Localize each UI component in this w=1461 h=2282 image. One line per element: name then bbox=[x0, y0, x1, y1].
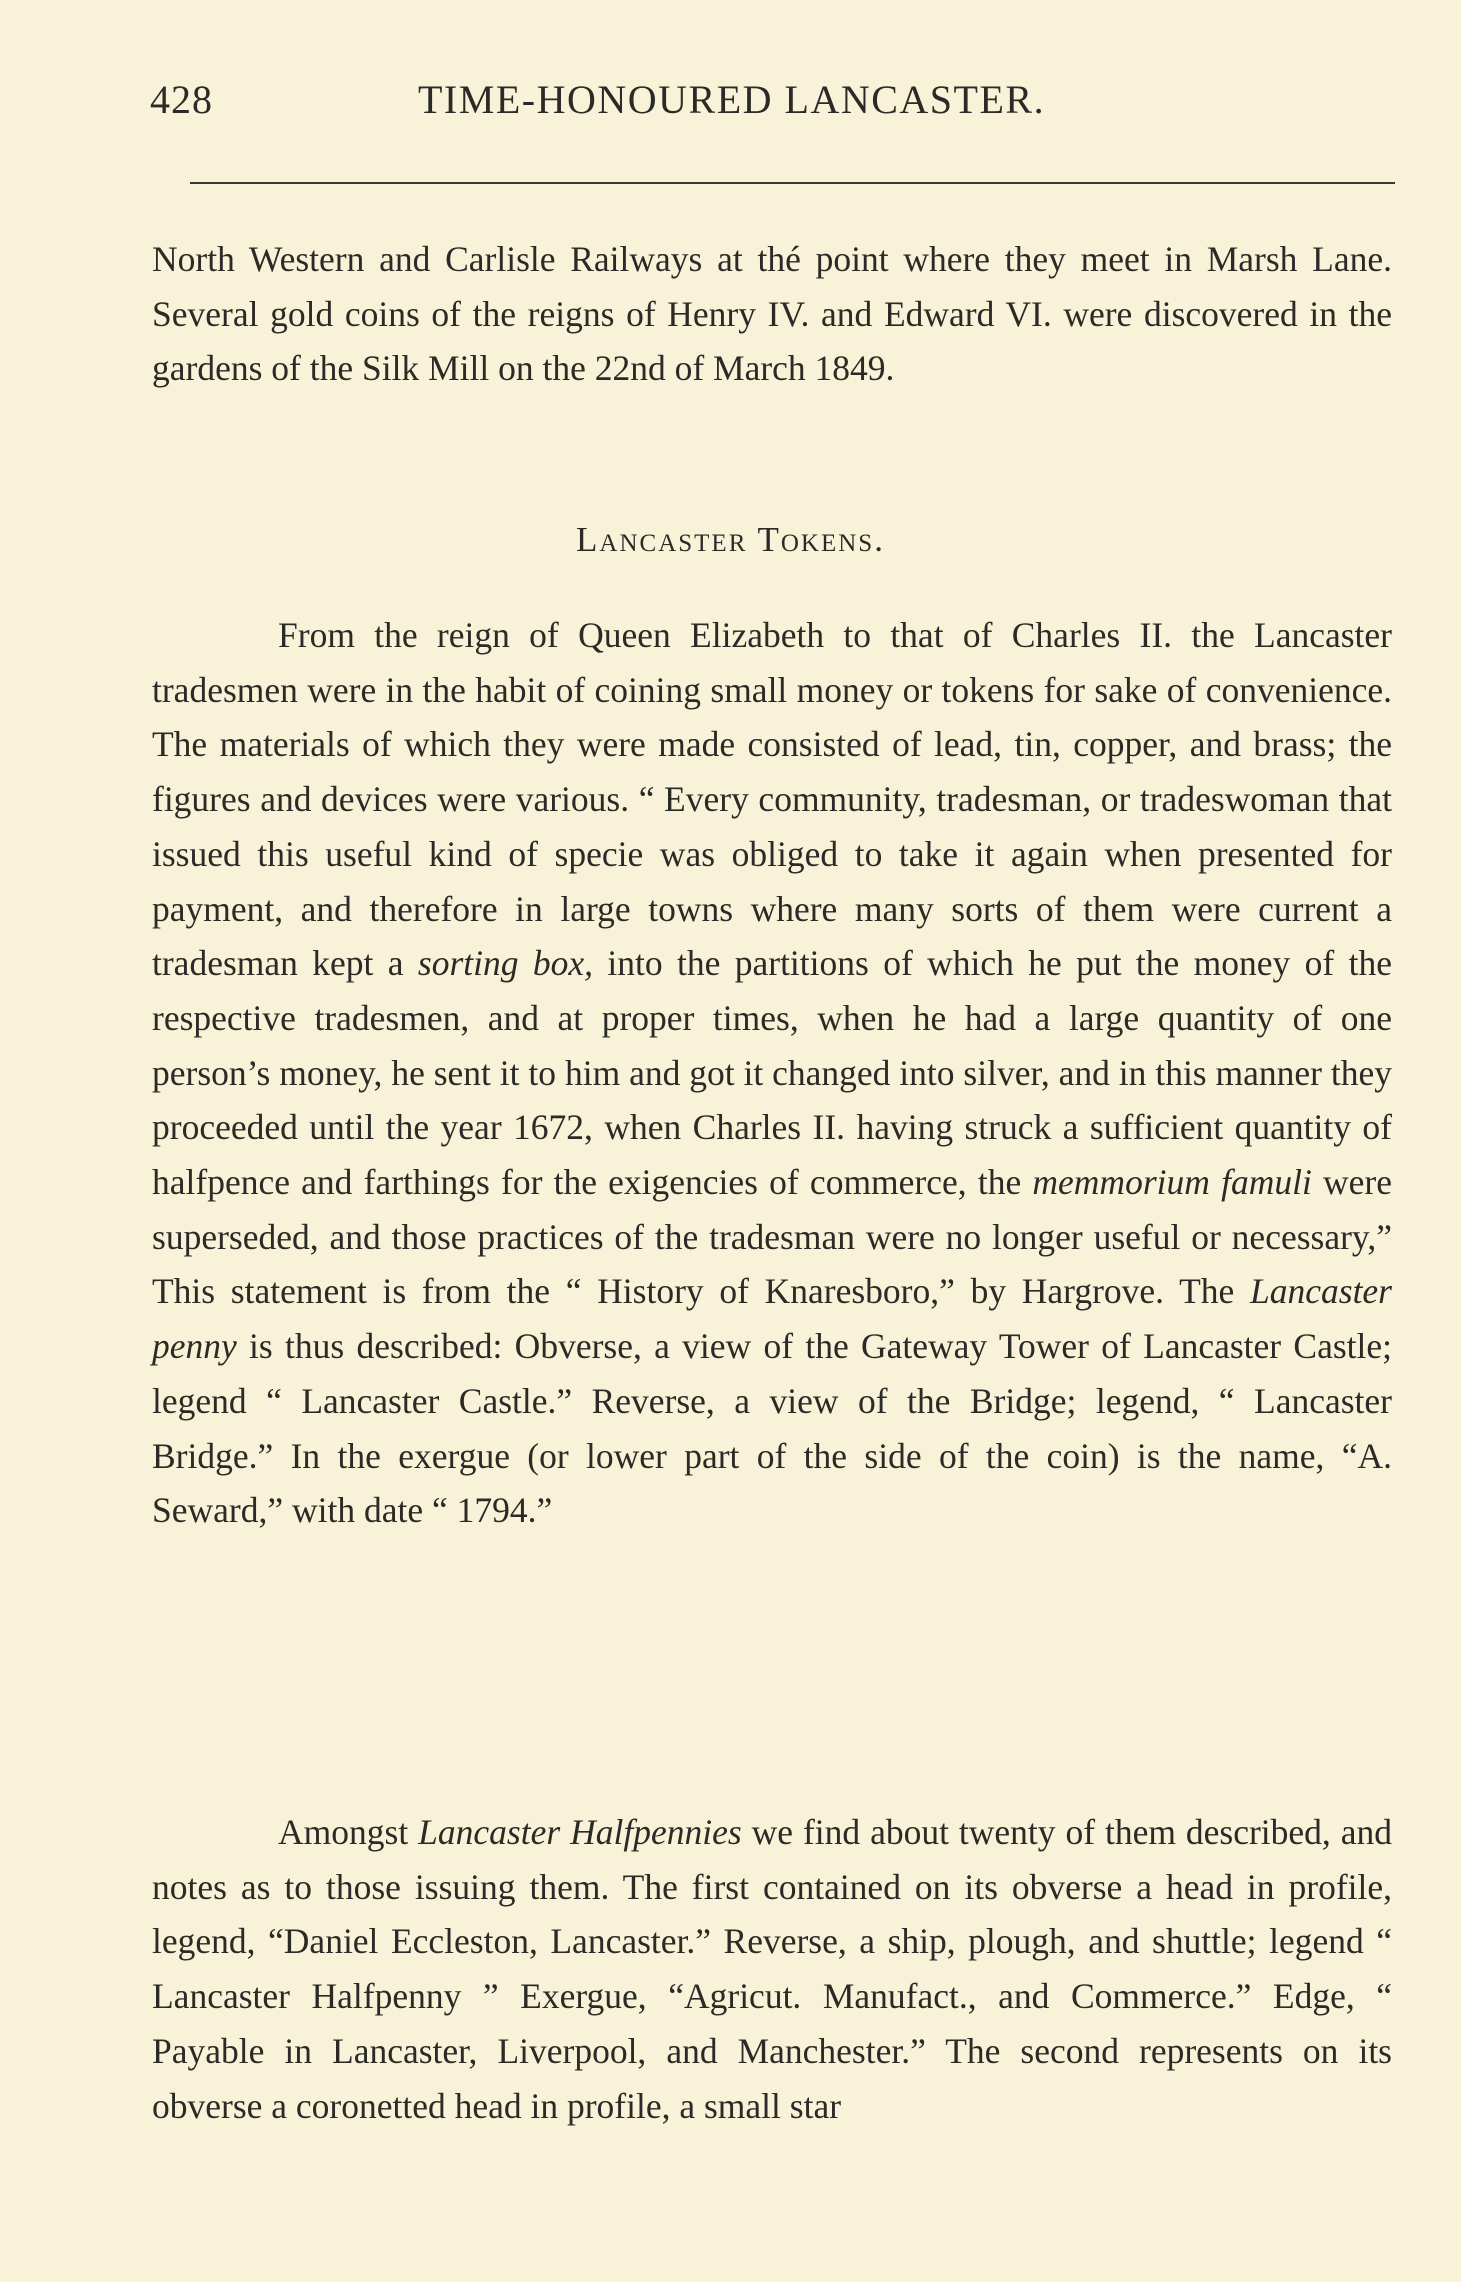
paragraph-text: North Western and Carlisle Railways at thé point where they meet in Marsh Lane. Several gold coins of the reigns of Henry IV. and Edward VI. were discovered in the gardens of the Silk Mill on the 22nd of March 1849. bbox=[152, 239, 1392, 389]
paragraph-text: Amongst bbox=[278, 1812, 419, 1852]
paragraph-halfpennies bbox=[152, 1805, 1392, 2133]
paragraph-railways bbox=[152, 232, 1392, 396]
running-title: TIME-HONOURED LANCASTER. bbox=[418, 77, 1046, 122]
italic-term: Lancaster penny bbox=[152, 1271, 1392, 1367]
paragraph-tokens bbox=[152, 608, 1392, 1538]
italic-term: memmorium famuli bbox=[1032, 1162, 1312, 1203]
paragraph-text: is thus described: Obverse, a view of the Gateway Tower of Lancaster Castle; legend “ Lancaster Castle.” Reverse, a view of the Bridge; legend, “ Lancaster Bridge.” In the exergue (or lower part of the side of the coin) is the name, “A. Seward,” with date “ 1794.” bbox=[152, 1326, 1392, 1531]
paragraph-text: From the reign of Queen Elizabeth to that of Charles II. the Lancaster tradesmen were in the habit of coining small money or tokens for sake of convenience. The materials of which they were made consisted of lead, tin, copper, and brass; the figures and devices were various. “ Every community, tradesman, or tradeswoman that issued this useful kind of specie was obliged to take it again when presented for payment, and therefore in large towns where many sorts of them were current a tradesman kept a bbox=[152, 615, 1392, 984]
paragraph-text: were superseded, and those practices of the tradesman were no longer useful or necessary,” This statement is from the “ History of Knaresboro,” by Hargrove. The bbox=[152, 1162, 1392, 1312]
paragraph-text: into the partitions of which he put the money of the respective tradesmen, and at proper times, when he had a large quantity of one person’s money, he sent it to him and got it changed into silver, and in this manner they proceeded until the year 1672, when Charles II. having struck a sufficient quantity of halfpence and farthings for the exigencies of commerce, the bbox=[152, 943, 1392, 1203]
italic-term: sorting box, bbox=[417, 943, 594, 984]
header-rule bbox=[190, 182, 1395, 184]
section-heading: Lancaster Tokens. bbox=[576, 520, 885, 559]
paragraph-text: we find about twenty of them described, and notes as to those issuing them. The first contained on its obverse a head in profile, legend, “Daniel Eccleston, Lancaster.” Reverse, a ship, plough, and shuttle; legend “ Lancaster Halfpenny ” Exergue, “Agricut. Manufact., and Commerce.” Edge, “ Payable in Lancaster, Liverpool, and Manchester.” The second represents on its obverse a coronetted head in profile, a small star bbox=[152, 1812, 1393, 2126]
italic-term: Lancaster Halfpennies bbox=[418, 1812, 742, 1852]
page-number: 428 bbox=[150, 77, 213, 122]
running-head bbox=[150, 76, 1395, 136]
